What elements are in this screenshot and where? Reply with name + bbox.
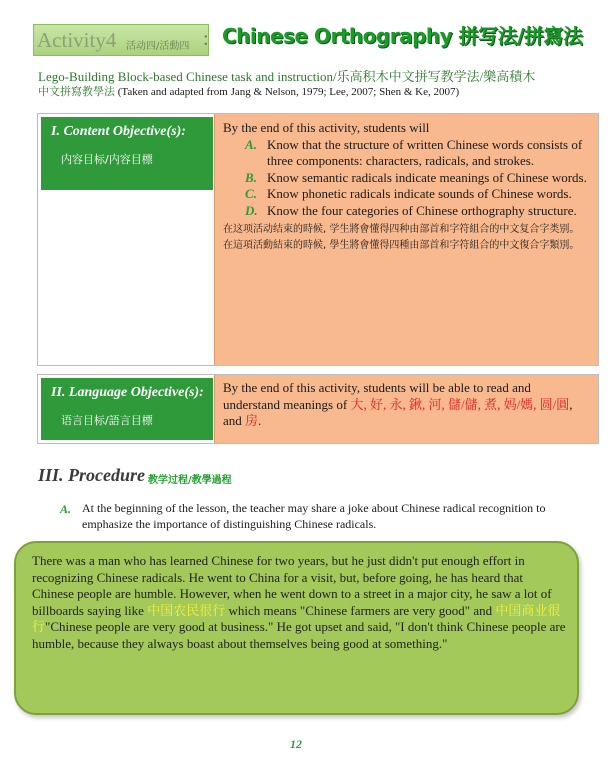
language-objective-table (37, 374, 599, 444)
list-letter: A. (245, 136, 257, 152)
content-objective-cn-simplified: 在这项活动结束的時候, 学生將會懂得四种由部首和字符組合的中文复合字类别。 (223, 224, 580, 235)
procedure-title-cn: 教学过程/教學過程 (148, 475, 232, 486)
joke-text (32, 553, 567, 653)
lego-subtitle-line1: Lego-Building Block-based Chinese task and instruction/乐高积木中文拼写教学法/樂高積木 (38, 69, 536, 84)
lego-subtitle-cn: 中文拼寫教學法 (38, 86, 115, 98)
content-objective-body-cell (214, 114, 598, 365)
language-objective-title: II. Language Objective(s): (51, 385, 204, 400)
language-objective-period: . (258, 413, 262, 428)
joke-highlight-1: 中国农民很行 (147, 602, 226, 618)
list-item (223, 203, 590, 220)
language-objective-last-char: 房 (245, 413, 259, 428)
list-text: Know phonetic radicals indicate sounds of Chinese words. (267, 186, 572, 201)
list-letter: D. (245, 202, 258, 218)
content-objective-title: I. Content Objective(s): (51, 124, 186, 139)
content-objective-heading-box (41, 117, 213, 190)
language-objective-text: By the end of this activity, students will be able to read and understand meanings of (223, 380, 531, 412)
language-objective-and: , and (223, 396, 573, 428)
page-number: 12 (290, 737, 302, 751)
language-objective-heading-box (41, 378, 213, 440)
list-text: Know the four categories of Chinese orthography structure. (267, 202, 577, 218)
content-objective-title-cn: 内容目标/内容目標 (61, 153, 153, 166)
activity-colon: : (203, 28, 209, 50)
list-letter: C. (245, 186, 257, 201)
list-letter: B. (245, 169, 257, 185)
joke-part-2: which means "Chinese farmers are very good" and (225, 602, 496, 618)
list-text: Know that the structure of written Chinese words consists of three components: characters, radicals, and strokes. (267, 136, 583, 168)
joke-highlight-2: 中国商业很行 (32, 602, 561, 635)
procedure-item-text: At the beginning of the lesson, the teacher may share a joke about Chinese radical recognition to emphasize the importance of distinguishing Chinese radicals. (82, 501, 546, 531)
activity-label-cn: 活动四/活動四 (126, 41, 190, 52)
joke-part-1: There was a man who has learned Chinese for two years, but he just didn't put enough effort in recognizing Chinese radicals. He went to China for a visit, but, before going, he has heard that Chinese people are humble. However, when he went down to a street in a major city, he saw a lot of billboards saying like (32, 553, 552, 618)
content-objective-header-cell (38, 114, 214, 365)
language-objective-header-cell (38, 375, 214, 443)
content-objective-table (37, 113, 599, 366)
joke-part-3: "Chinese people are very good at business." He got upset and said, "I don't think Chinese people are humble, because they always boast about themselves being good at something." (32, 619, 566, 651)
lego-source-citation: (Taken and adapted from Jang & Nelson, 1979; Lee, 2007; Shen & Ke, 2007) (115, 86, 460, 98)
language-objective-body-cell (214, 375, 598, 443)
page-title: Chinese Orthography 拼写法/拼寫法 (222, 24, 583, 48)
list-item (223, 186, 590, 203)
procedure-title: III. Procedure (38, 465, 145, 485)
list-item (223, 170, 590, 187)
activity-label: Activity4 (37, 28, 117, 52)
list-item (223, 137, 590, 170)
language-objective-chars: 大, 好, 永, 鍬, 河, 儲/儲, 煮, 妈/媽, 圆/圓 (350, 396, 570, 412)
list-text: Know semantic radicals indicate meanings of Chinese words. (267, 169, 587, 185)
language-objective-title-cn: 语言目标/語言目標 (61, 414, 153, 427)
content-objective-intro: By the end of this activity, students will (223, 120, 430, 135)
procedure-item-letter: A. (60, 502, 72, 516)
content-objective-cn-traditional: 在這項活動結束的時候, 學生將會懂得四種由部首和字符組合的中文復合字類別。 (223, 240, 580, 251)
lego-subtitle-line2 (38, 83, 459, 99)
